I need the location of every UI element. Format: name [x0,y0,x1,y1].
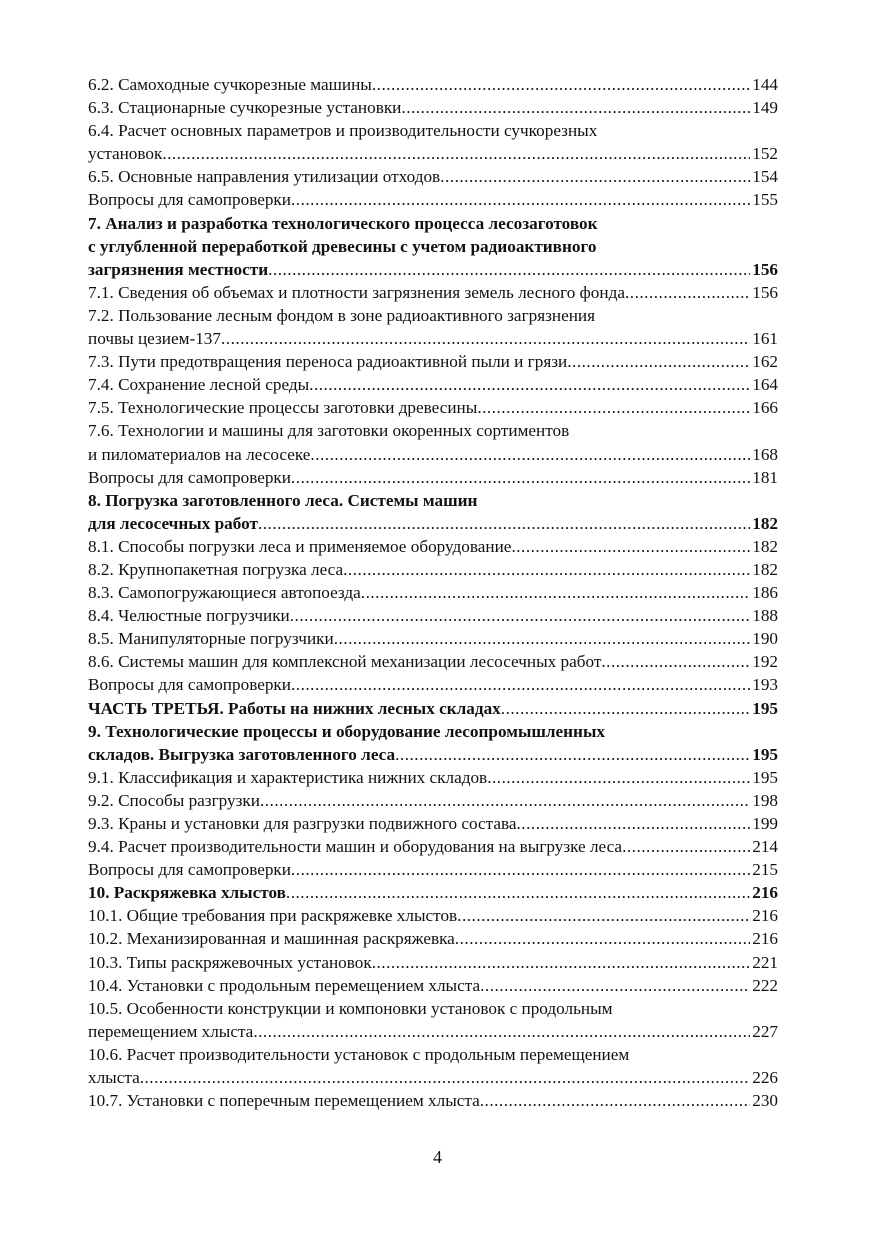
toc-dot-leader [286,881,750,904]
toc-entry-page: 164 [752,375,778,395]
page-number: 4 [433,1147,442,1167]
toc-dot-leader [622,835,750,858]
toc-entry-page: 216 [752,906,778,926]
toc-entry-title: 7.4. Сохранение лесной среды [88,375,310,395]
toc-entry [88,581,778,604]
toc-entry-title: 9.4. Расчет производительности машин и оборудования на выгрузке леса [88,837,623,857]
toc-entry [88,350,778,373]
toc-dot-leader [291,858,750,881]
toc-entry-title: установок [88,144,163,164]
toc-entry-title: 7.2. Пользование лесным фондом в зоне радиоактивного загрязнения [88,305,596,325]
toc-entry-page: 155 [752,190,778,210]
toc-entry-title: для лесосечных работ [88,513,258,533]
toc-entry-title: загрязнения местности [88,259,269,279]
toc-dot-leader [480,1089,750,1112]
toc-entry-page: 216 [752,929,778,949]
toc-entry-title: 7.5. Технологические процессы заготовки древесины [88,398,478,418]
toc-dot-leader [361,581,750,604]
toc-entry-page: 144 [752,75,778,94]
toc-entry-page: 226 [752,1068,778,1088]
toc-entry-title: 7.3. Пути предотвращения переноса радиоактивной пыли и грязи [88,352,568,372]
toc-entry-page: 186 [752,583,778,603]
toc-entry-title: 9.2. Способы разгрузки [88,790,260,810]
toc-entry-page: 156 [752,282,778,302]
toc-entry-title: 6.4. Расчет основных параметров и производительности сучкорезных [88,121,598,141]
toc-entry [88,443,778,466]
toc-entry [88,812,778,835]
toc-entry [88,512,778,535]
toc-entry-page: 214 [752,837,778,857]
toc-dot-leader [334,627,751,650]
toc-dot-leader [487,766,750,789]
toc-entry-page: 188 [752,606,778,626]
toc-entry [88,96,778,119]
toc-entry [88,697,778,720]
toc-entry-page: 182 [752,536,778,556]
toc-dot-leader [477,396,750,419]
toc-entry [88,119,778,142]
toc-entry [88,142,778,165]
toc-entry-page: 182 [752,559,778,579]
toc-dot-leader [372,951,751,974]
toc-entry [88,396,778,419]
toc-dot-leader [291,673,750,696]
toc-entry [88,373,778,396]
toc-entry [88,997,778,1020]
toc-entry-title: 8.2. Крупнопакетная погрузка леса [88,559,344,579]
toc-dot-leader [268,258,750,281]
toc-entry-page: 222 [752,975,778,995]
toc-entry [88,904,778,927]
toc-entry-page: 181 [752,467,778,487]
toc-entry-title: 8.4. Челюстные погрузчики [88,606,290,626]
toc-entry-title: 10.5. Особенности конструкции и компоновки установок с продольным [88,998,613,1018]
toc-entry-title: 7.6. Технологии и машины для заготовки окоренных сортиментов [88,421,570,441]
toc-entry-page: 227 [752,1021,778,1041]
toc-entry-title: 6.5. Основные направления утилизации отходов [88,167,441,187]
toc-dot-leader [401,96,750,119]
toc-entry-title: 10.6. Расчет производительности установок с продольным перемещением [88,1044,630,1064]
toc-entry [88,165,778,188]
toc-dot-leader [480,974,750,997]
toc-entry-page: 192 [752,652,778,672]
toc-entry-page: 198 [752,790,778,810]
toc-entry-title: 8.5. Манипуляторные погрузчики [88,629,334,649]
toc-dot-leader [601,650,750,673]
toc-dot-leader [440,165,750,188]
toc-entry [88,951,778,974]
toc-dot-leader [455,927,750,950]
toc-entry-page: 195 [752,767,778,787]
table-of-contents [88,73,778,1112]
toc-dot-leader [511,535,750,558]
toc-entry [88,627,778,650]
toc-dot-leader [290,604,750,627]
toc-entry [88,1020,778,1043]
toc-entry-title: 7.1. Сведения об объемах и плотности загрязнения земель лесного фонда [88,282,625,302]
toc-dot-leader [310,443,750,466]
toc-entry [88,766,778,789]
toc-entry-title: 10.4. Установки с продольным перемещением хлыста [88,975,481,995]
toc-dot-leader [457,904,750,927]
toc-entry-title: 8.1. Способы погрузки леса и применяемое оборудование [88,536,512,556]
toc-entry-page: 195 [752,698,778,718]
toc-entry [88,604,778,627]
toc-entry-title: перемещением хлыста [88,1021,254,1041]
toc-entry-page: 161 [752,329,778,349]
toc-entry [88,789,778,812]
toc-entry-title: с углубленной переработкой древесины с учетом радиоактивного [88,236,597,256]
toc-entry [88,466,778,489]
toc-entry-page: 199 [752,814,778,833]
toc-entry-title: ЧАСТЬ ТРЕТЬЯ. Работы на нижних лесных складах [88,698,501,718]
toc-dot-leader [253,1020,750,1043]
toc-entry-title: 9.3. Краны и установки для разгрузки подвижного состава [88,814,517,833]
toc-entry-title: 10.3. Типы раскряжевочных установок [88,952,372,972]
toc-entry-title: 10.2. Механизированная и машинная раскряжевка [88,929,455,949]
toc-dot-leader [372,73,750,96]
toc-dot-leader [309,373,750,396]
toc-entry-title: 9. Технологические процессы и оборудование лесопромышленных [88,721,605,741]
toc-entry-title: 9.1. Классификация и характеристика нижних складов [88,767,488,787]
toc-entry-title: Вопросы для самопроверки [88,860,291,880]
toc-entry-page: 166 [752,398,778,418]
toc-entry-title: 7. Анализ и разработка технологического процесса лесозаготовок [88,213,598,233]
toc-entry-title: 10. Раскряжевка хлыстов [88,883,286,903]
toc-entry-title: 8.6. Системы машин для комплексной механизации лесосечных работ [88,652,602,672]
toc-entry [88,188,778,211]
toc-dot-leader [140,1066,751,1089]
toc-entry-page: 195 [752,744,778,764]
toc-entry-page: 221 [752,952,778,972]
toc-entry [88,743,778,766]
toc-entry [88,650,778,673]
toc-entry-title: складов. Выгрузка заготовленного леса [88,744,396,764]
toc-entry [88,1066,778,1089]
toc-entry-page: 162 [752,352,778,372]
toc-entry [88,535,778,558]
toc-entry-title: Вопросы для самопроверки [88,190,291,210]
toc-entry-title: хлыста [88,1068,140,1088]
toc-entry-page: 156 [752,259,778,279]
toc-entry [88,258,778,281]
toc-entry-page: 190 [752,629,778,649]
toc-entry-title: и пиломатериалов на лесосеке [88,444,311,464]
toc-entry-title: Вопросы для самопроверки [88,467,291,487]
toc-entry [88,974,778,997]
toc-entry [88,835,778,858]
toc-entry [88,304,778,327]
toc-dot-leader [258,512,750,535]
toc-entry [88,327,778,350]
toc-dot-leader [501,697,750,720]
toc-dot-leader [260,789,750,812]
toc-entry-page: 182 [752,513,778,533]
toc-entry-page: 152 [752,144,778,164]
toc-entry [88,858,778,881]
toc-entry-title: 10.1. Общие требования при раскряжевке хлыстов [88,906,458,926]
toc-entry-title: 8.3. Самопогружающиеся автопоезда [88,583,361,603]
toc-dot-leader [625,281,750,304]
toc-entry-page: 149 [752,98,778,118]
toc-entry-page: 168 [752,444,778,464]
toc-entry [88,673,778,696]
toc-entry [88,927,778,950]
toc-entry-page: 215 [752,860,778,880]
toc-dot-leader [343,558,750,581]
toc-entry-title: 6.3. Стационарные сучкорезные установки [88,98,402,118]
toc-entry-page: 193 [752,675,778,695]
toc-entry [88,235,778,258]
toc-dot-leader [517,812,751,835]
toc-entry [88,73,778,96]
toc-dot-leader [395,743,750,766]
toc-entry-page: 230 [752,1091,778,1111]
toc-dot-leader [567,350,750,373]
toc-entry [88,212,778,235]
toc-dot-leader [291,188,750,211]
toc-entry-page: 154 [752,167,778,187]
toc-entry [88,419,778,442]
toc-entry [88,489,778,512]
toc-dot-leader [291,466,750,489]
toc-entry-title: почвы цезием-137 [88,329,221,349]
toc-entry [88,1043,778,1066]
toc-dot-leader [162,142,750,165]
toc-entry [88,558,778,581]
toc-entry-title: 10.7. Установки с поперечным перемещением хлыста [88,1091,480,1111]
toc-entry [88,720,778,743]
toc-entry-title: 6.2. Самоходные сучкорезные машины [88,75,372,94]
toc-entry-title: 8. Погрузка заготовленного леса. Системы машин [88,490,478,510]
toc-entry [88,281,778,304]
toc-entry [88,1089,778,1112]
toc-entry-page: 216 [752,883,778,903]
toc-entry [88,881,778,904]
toc-entry-title: Вопросы для самопроверки [88,675,291,695]
toc-dot-leader [221,327,750,350]
